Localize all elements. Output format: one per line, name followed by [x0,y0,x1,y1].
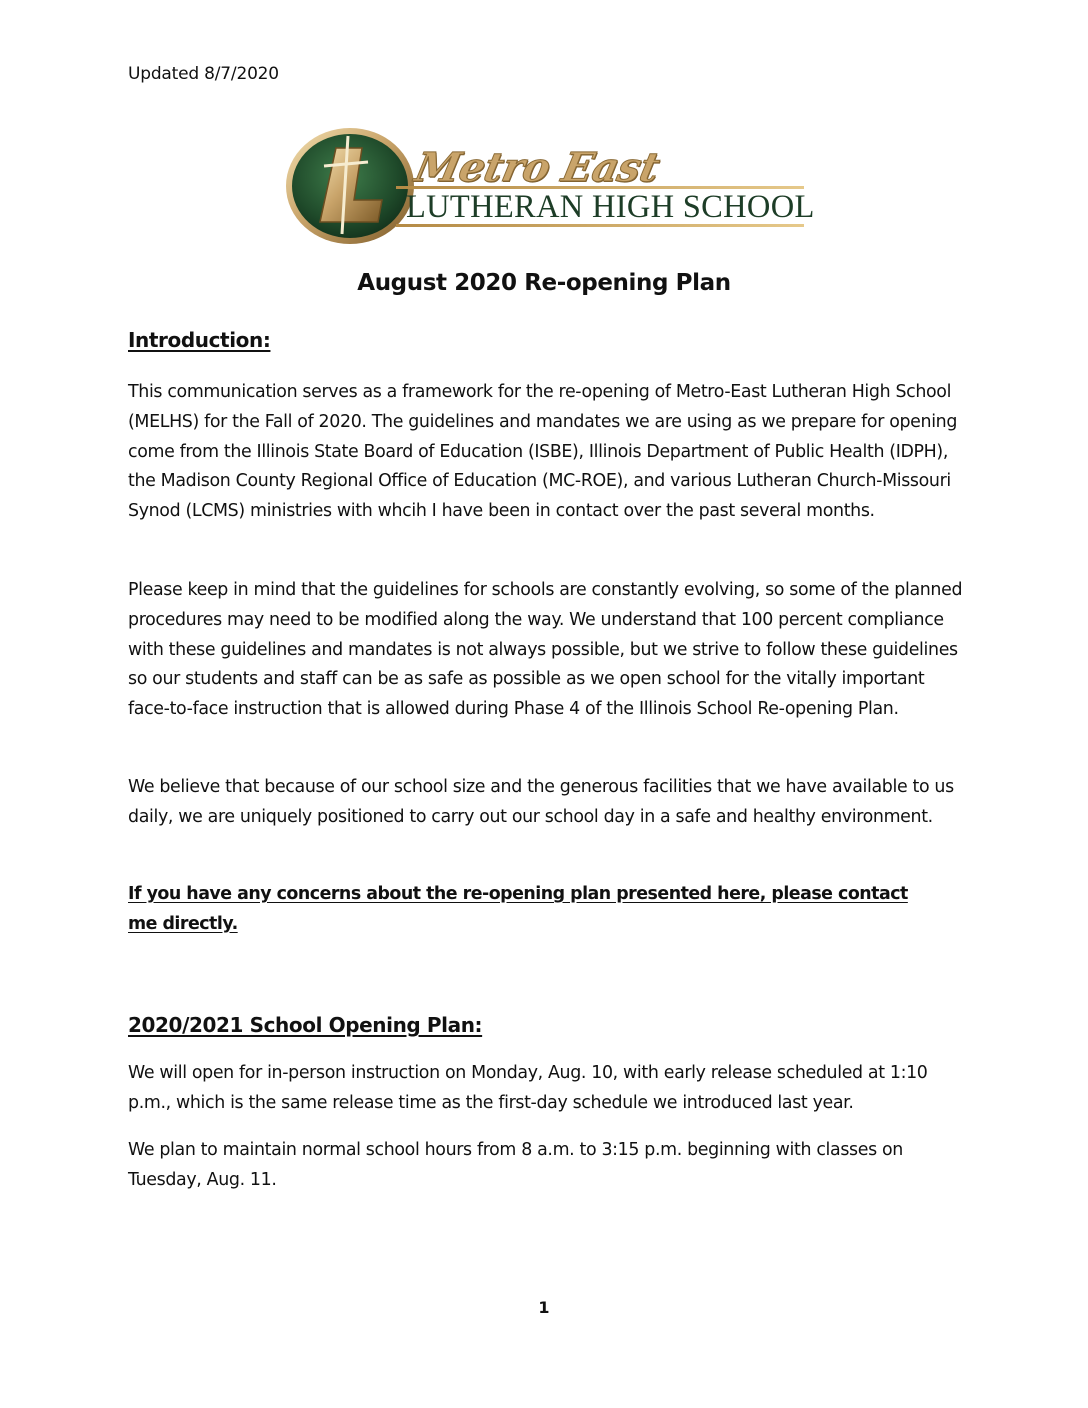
logo-script-text: Metro East [411,144,664,191]
section-heading-opening-plan: 2020/2021 School Opening Plan: [128,1013,483,1037]
paragraph: Please keep in mind that the guidelines for schools are constantly evolving, so some of the planned procedures may need to be modified along the way. We understand that 100 percent compliance with these guidelines and mandates is not always possible, but we strive to follow these guidelines so our students and staff can be as safe as possible as we open school for the vitally important face-to-face instruction that is allowed during Phase 4 of the Illinois School Re-opening Plan. [128,580,963,720]
document-title: August 2020 Re-opening Plan [357,270,731,296]
paragraph: We believe that because of our school size and the generous facilities that we have available to us daily, we are uniquely positioned to carry out our school day in a safe and healthy environment. [128,777,954,827]
logo-school-name: LUTHERAN HIGH SCHOOL [406,189,815,225]
page-number: 1 [538,1298,550,1317]
paragraph: This communication serves as a framework for the re-opening of Metro-East Lutheran High School (MELHS) for the Fall of 2020. The guidelines and mandates we are using as we prepare for opening come from the Illinois State Board of Education (ISBE), Illinois Department of Public Health (IDPH), the Madison County Regional Office of Education (MC-ROE), and various Lutheran Church-Missouri Synod (LCMS) ministries with whcih I have been in contact over the past several months. [128,382,958,522]
updated-date: Updated 8/7/2020 [128,64,279,84]
paragraph: We plan to maintain normal school hours from 8 a.m. to 3:15 p.m. beginning with classes on Tuesday, Aug. 11. [128,1140,903,1190]
section-heading-introduction: Introduction: [128,328,271,352]
school-logo [284,126,815,246]
contact-notice: If you have any concerns about the re-opening plan presented here, please contact me directly. [128,884,908,934]
paragraph: We will open for in-person instruction on Monday, Aug. 10, with early release scheduled at 1:10 p.m., which is the same release time as the first-day schedule we introduced last year. [128,1063,928,1113]
